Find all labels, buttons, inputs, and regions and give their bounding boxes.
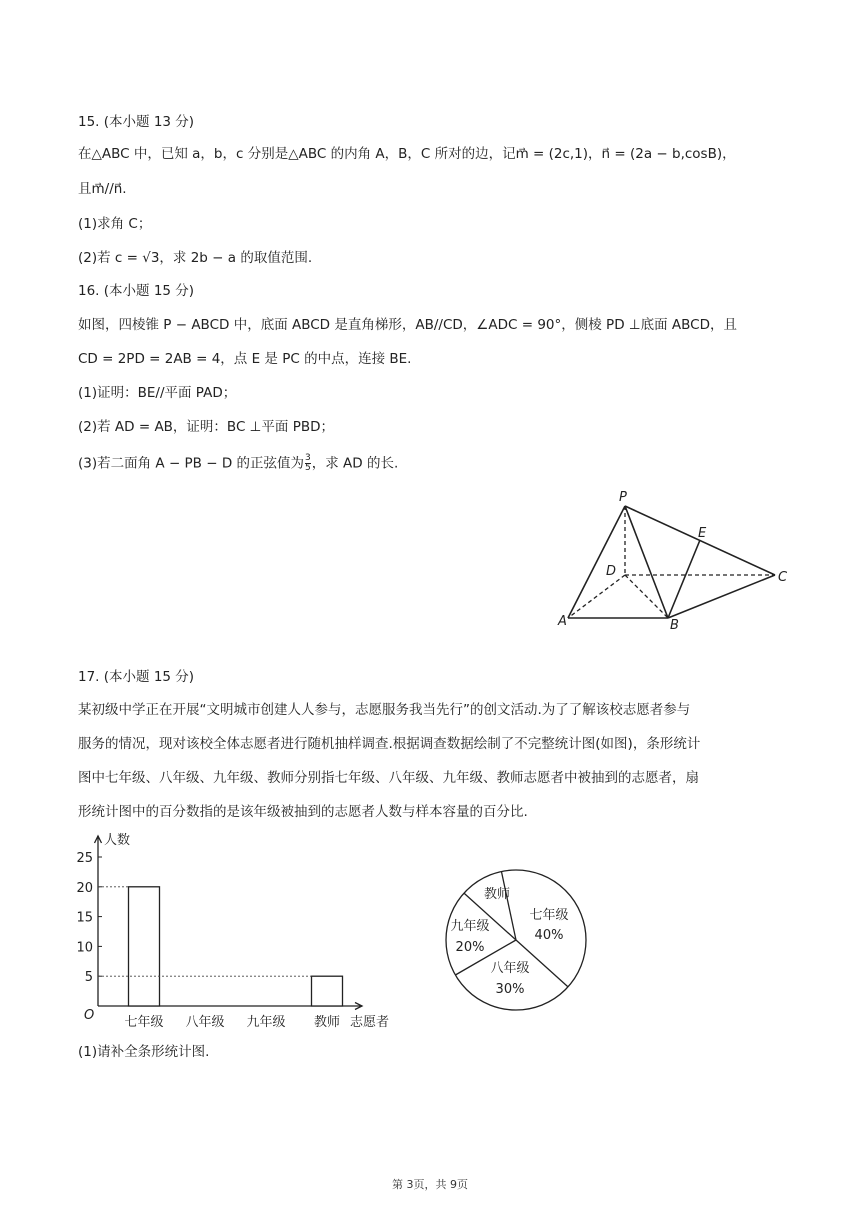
q15-part1: (1)求角 C；: [78, 216, 152, 232]
q17-header: 17. (本小题 15 分): [78, 669, 195, 685]
pie-chart: [440, 860, 590, 1020]
slice-value-label: 30%: [495, 982, 525, 997]
label-B: B: [670, 618, 679, 631]
slice-value-label: 40%: [534, 928, 564, 943]
fraction-numerator: 3: [305, 453, 311, 463]
label-E: E: [698, 526, 707, 541]
q16-part3-pre: (3)若二面角 A − PB − D 的正弦值为: [78, 455, 305, 472]
q16-text-line1: 如图，四棱锥 P − ABCD 中，底面 ABCD 是直角梯形，AB//CD，∠ADC = 90°，侧棱 PD ⊥底面 ABCD，且: [78, 317, 738, 333]
slice-label: 教师: [483, 887, 511, 902]
q16-text-line2: CD = 2PD = 2AB = 4，点 E 是 PC 的中点，连接 BE.: [78, 351, 412, 367]
slice-label: 七年级: [529, 908, 569, 923]
y-tick-label: 15: [76, 910, 93, 926]
page-footer: 第 3页，共 9页: [392, 1178, 468, 1191]
slice-label: 九年级: [450, 919, 490, 934]
label-A: A: [558, 614, 567, 629]
y-axis-label: 人数: [104, 833, 131, 848]
label-D: D: [606, 564, 617, 579]
x-axis-label: 志愿者: [350, 1015, 390, 1030]
q15-header: 15. (本小题 13 分): [78, 114, 195, 130]
q17-text-line3: 图中七年级、八年级、九年级、教师分别指七年级、八年级、九年级、教师志愿者中被抽到的志愿者，扇: [78, 770, 699, 786]
q16-header: 16. (本小题 15 分): [78, 283, 195, 299]
y-tick-label: 10: [76, 940, 93, 956]
x-tick-label: 八年级: [185, 1015, 225, 1030]
bar: [312, 976, 343, 1006]
label-P: P: [619, 490, 627, 505]
slice-value-label: 20%: [455, 940, 485, 955]
x-tick-label: 教师: [313, 1015, 341, 1030]
q17-text-line2: 服务的情况，现对该校全体志愿者进行随机抽样调查.根据调查数据绘制了不完整统计图(如图)，条形统计: [78, 736, 701, 752]
slice-label: 八年级: [490, 961, 530, 976]
q16-part3: [78, 454, 398, 473]
origin-label: O: [84, 1008, 95, 1023]
edge-DB: [625, 575, 668, 618]
y-tick-label: 25: [76, 851, 93, 866]
q17-part1: (1)请补全条形统计图.: [78, 1044, 210, 1060]
edge-DA: [568, 575, 625, 618]
q15-text-line1: 在△ABC 中，已知 a，b，c 分别是△ABC 的内角 A，B，C 所对的边，记m⃗ = (2c,1)，n⃗ = (2a − b,cosB)，: [78, 146, 736, 162]
bar: [129, 887, 160, 1006]
fraction-denominator: 5: [305, 463, 311, 473]
y-tick-label: 5: [84, 970, 93, 986]
bar-chart: [70, 825, 410, 1035]
q17-text-line4: 形统计图中的百分数指的是该年级被抽到的志愿者人数与样本容量的百分比.: [78, 804, 528, 820]
q15-text-line2: 且m⃗//n⃗.: [78, 181, 127, 197]
edge-PA: [568, 506, 625, 618]
fraction: [305, 454, 311, 473]
q16-part1: (1)证明：BE//平面 PAD；: [78, 385, 237, 401]
q16-part3-post: ，求 AD 的长.: [311, 455, 399, 472]
q16-part2: (2)若 AD = AB，证明：BC ⊥平面 PBD；: [78, 419, 335, 435]
label-C: C: [778, 570, 788, 585]
y-tick-label: 20: [76, 880, 93, 896]
edge-BC: [668, 575, 775, 618]
pyramid-figure: [550, 486, 800, 631]
x-tick-label: 九年级: [246, 1015, 286, 1030]
x-tick-label: 七年级: [124, 1015, 164, 1030]
q15-part2: (2)若 c = √3，求 2b − a 的取值范围.: [78, 250, 313, 266]
q17-text-line1: 某初级中学正在开展“文明城市创建人人参与，志愿服务我当先行”的创文活动.为了了解该校志愿者参与: [78, 702, 691, 718]
